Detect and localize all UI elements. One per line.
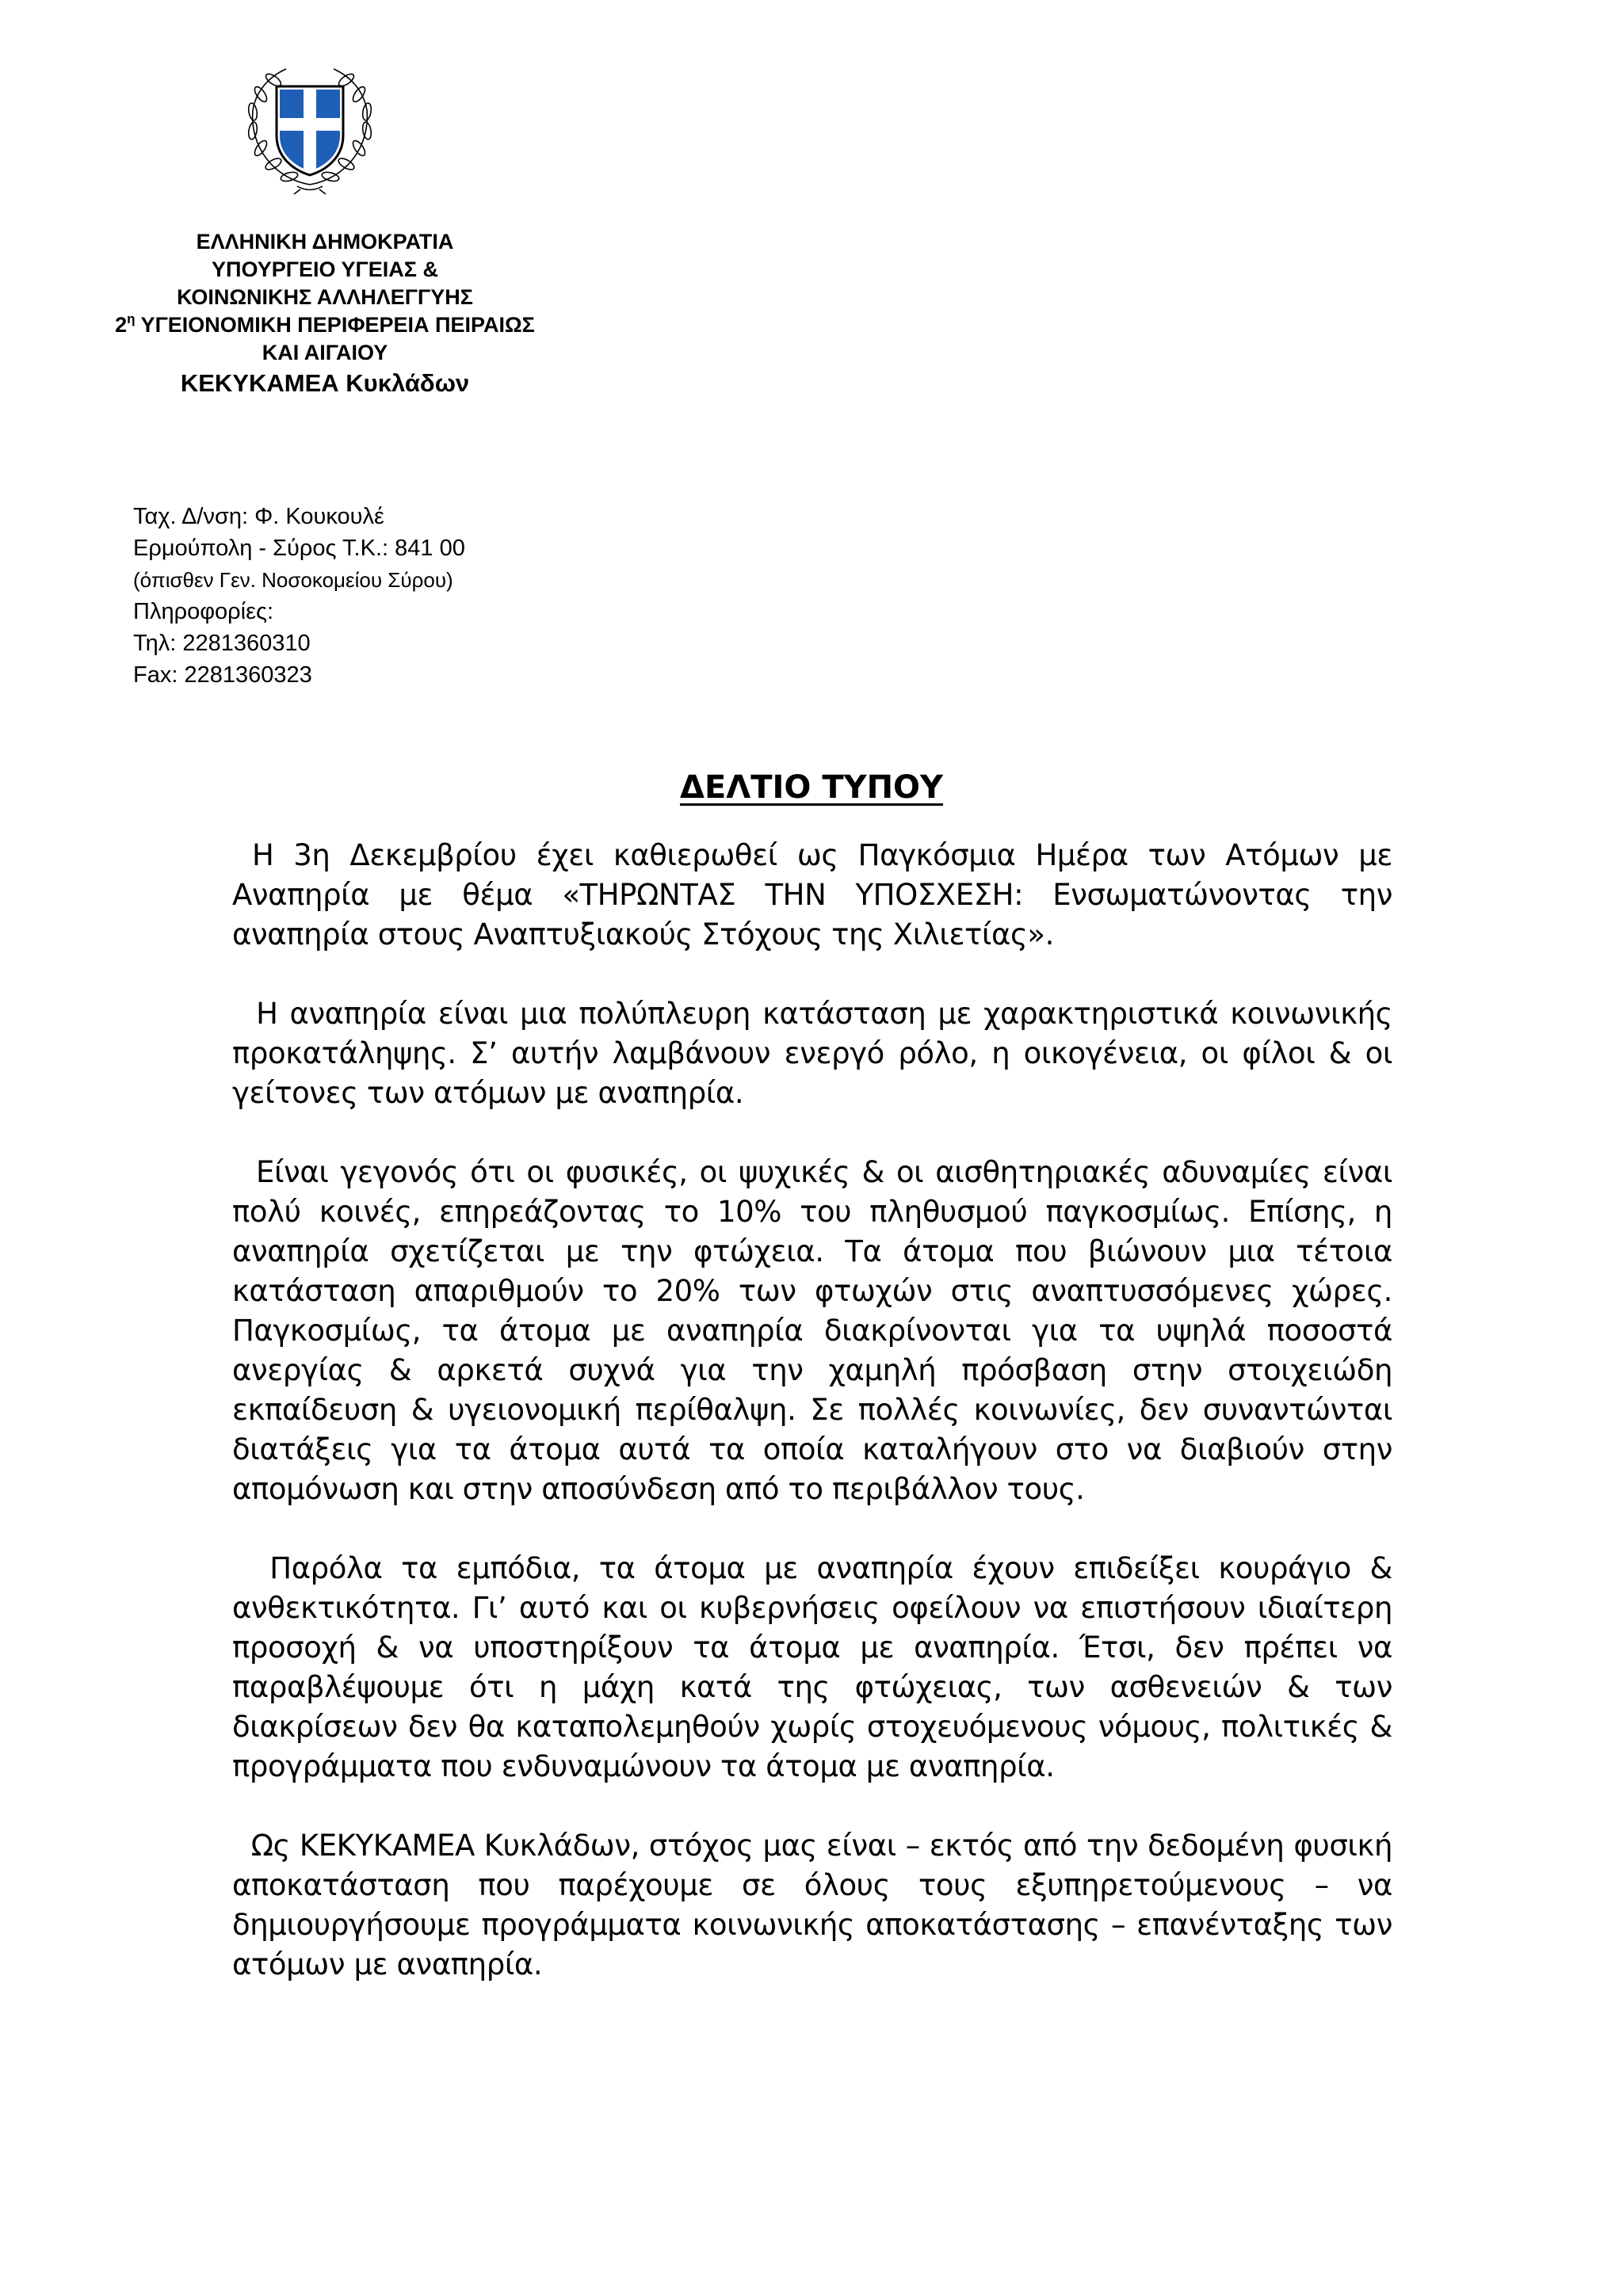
contact-info-label: Πληροφορίες: <box>133 599 274 624</box>
letterhead-region <box>71 311 579 339</box>
document-body <box>232 836 1402 2024</box>
paragraph: Η αναπηρία είναι μια πολύπλευρη κατάσταση με χαρακτηριστικά κοινωνικής προκατάληψης. Σ’ αυτήν λαμβάνουν ενεργό ρόλο, η οικογένεια, οι φίλοι & οι γείτονες των ατόμων με αναπηρία. <box>232 997 1402 1110</box>
paragraph: Ως ΚΕΚΥΚΑΜΕΑ Κυκλάδων, στόχος μας είναι – εκτός από την δεδομένη φυσική αποκατάσταση που παρέχουμε σε όλους τους εξυπηρετούμενους – να δημιουργήσουμε προγράμματα κοινωνικής αποκατάστασης – επανένταξης των ατόμων με αναπηρία. <box>232 1829 1402 1981</box>
letterhead-region-name: ΥΓΕΙΟΝΟΜΙΚΗ ΠΕΡΙΦΕΡΕΙΑ ΠΕΙΡΑΙΩΣ <box>135 313 535 337</box>
contact-address: Ταχ. Δ/νση: Φ. Κουκουλέ <box>133 504 384 529</box>
paragraph: Η 3η Δεκεμβρίου έχει καθιερωθεί ως Παγκόσμια Ημέρα των Ατόμων με Αναπηρία με θέμα «ΤΗΡΩΝΤΑΣ ΤΗΝ ΥΠΟΣΧΕΣΗ: Ενσωματώνοντας την αναπηρία στους Αναπτυξιακούς Στόχους της Χιλιετίας». <box>232 838 1402 952</box>
contact-fax: Fax: 2281360323 <box>133 662 312 688</box>
letterhead <box>71 228 579 400</box>
letterhead-region-ordinal: η <box>127 311 136 326</box>
greek-coat-of-arms-emblem <box>242 59 378 196</box>
contact-landmark: (όπισθεν Γεν. Νοσοκομείου Σύρου) <box>133 568 453 592</box>
letterhead-country: ΕΛΛΗΝΙΚΗ ΔΗΜΟΚΡΑΤΙΑ <box>196 230 454 254</box>
paragraph: Είναι γεγονός ότι οι φυσικές, οι ψυχικές & οι αισθητηριακές αδυναμίες είναι πολύ κοινές, επηρεάζοντας το 10% του πληθυσμού παγκοσμίως. Επίσης, η αναπηρία σχετίζεται με την φτώχεια. Τα άτομα που βιώνουν μια τέτοια κατάσταση απαριθμούν το 20% των φτωχών στις αναπτυσσόμενες χώρες. Παγκοσμίως, τα άτομα με αναπηρία διακρίνονται για τα υψηλά ποσοστά ανεργίας & αρκετά συχνά για την χαμηλή πρόσβαση στην στοιχειώδη εκπαίδευση & υγειονομική περίθαλψη. Σε πολλές κοινωνίες, δεν συναντώνται διατάξεις για τα άτομα αυτά τα οποία καταλήγουν στο να διαβιούν στην απομόνωση και στην αποσύνδεση από το περιβάλλον τους. <box>232 1155 1402 1506</box>
letterhead-ministry: ΥΠΟΥΡΓΕΙΟ ΥΓΕΙΑΣ & <box>212 257 438 281</box>
letterhead-region-number: 2 <box>115 313 128 337</box>
document-title: ΔΕΛΤΙΟ ΤΥΠΟΥ <box>679 769 944 806</box>
contact-city: Ερμούπολη - Σύρος Τ.Κ.: 841 00 <box>133 536 465 561</box>
letterhead-organization: ΚΕΚΥΚΑΜΕΑ Κυκλάδων <box>180 369 470 397</box>
letterhead-ministry-cont: ΚΟΙΝΩΝΙΚΗΣ ΑΛΛΗΛΕΓΓΥΗΣ <box>177 285 473 309</box>
letterhead-region-cont: ΚΑΙ ΑΙΓΑΙΟΥ <box>262 341 388 364</box>
contact-phone: Τηλ: 2281360310 <box>133 631 311 656</box>
paragraph: Παρόλα τα εμπόδια, τα άτομα με αναπηρία έχουν επιδείξει κουράγιο & ανθεκτικότητα. Γι’ αυτό και οι κυβερνήσεις οφείλουν να επιστήσουν ιδιαίτερη προσοχή & να υποστηρίξουν τα άτομα με αναπηρία. Έτσι, δεν πρέπει να παραβλέψουμε ότι η μάχη κατά της φτώχειας, των ασθενειών & των διακρίσεων δεν θα καταπολεμηθούν χωρίς στοχευόμενους νόμους, πολιτικές & προγράμματα που ενδυναμώνουν τα άτομα με αναπηρία. <box>232 1551 1402 1783</box>
contact-block <box>133 501 465 691</box>
